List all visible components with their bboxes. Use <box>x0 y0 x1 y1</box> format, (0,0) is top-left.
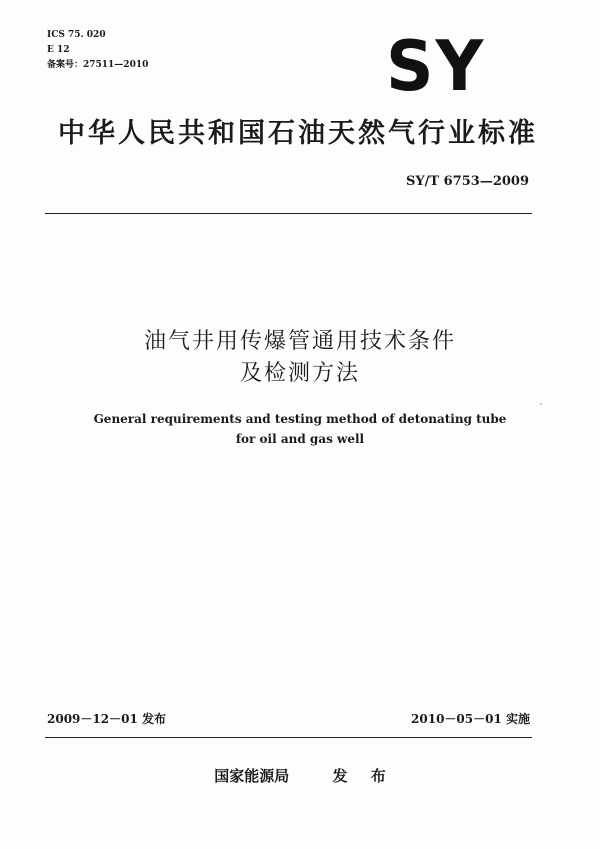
sy-logo: SY <box>386 26 486 107</box>
publisher-name: 国家能源局 <box>214 767 290 785</box>
publisher-line <box>0 765 600 786</box>
classification-code: E 12 <box>47 45 70 55</box>
record-number: 备案号：27511—2010 <box>47 60 149 70</box>
chinese-title-line-2: 及检测方法 <box>239 361 360 386</box>
chinese-title-line-1: 油气井用传爆管通用技术条件 <box>143 329 456 354</box>
ics-code: ICS 75. 020 <box>47 30 106 40</box>
publish-action: 发 布 <box>332 767 386 785</box>
issue-date: 2009－12－01 发布 <box>47 712 166 726</box>
standard-number: SY/T 6753—2009 <box>406 174 529 189</box>
english-title-line-1: General requirements and testing method of detonating tube <box>93 412 507 426</box>
issuing-standard-category: 中华人民共和国石油天然气行业标准 <box>58 118 538 149</box>
english-title-line-2: for oil and gas well <box>235 432 365 446</box>
scan-speck <box>540 403 542 405</box>
bottom-divider <box>45 737 532 738</box>
document-meta <box>47 28 148 73</box>
top-divider <box>45 213 532 214</box>
effective-date: 2010－05－01 实施 <box>411 712 530 726</box>
